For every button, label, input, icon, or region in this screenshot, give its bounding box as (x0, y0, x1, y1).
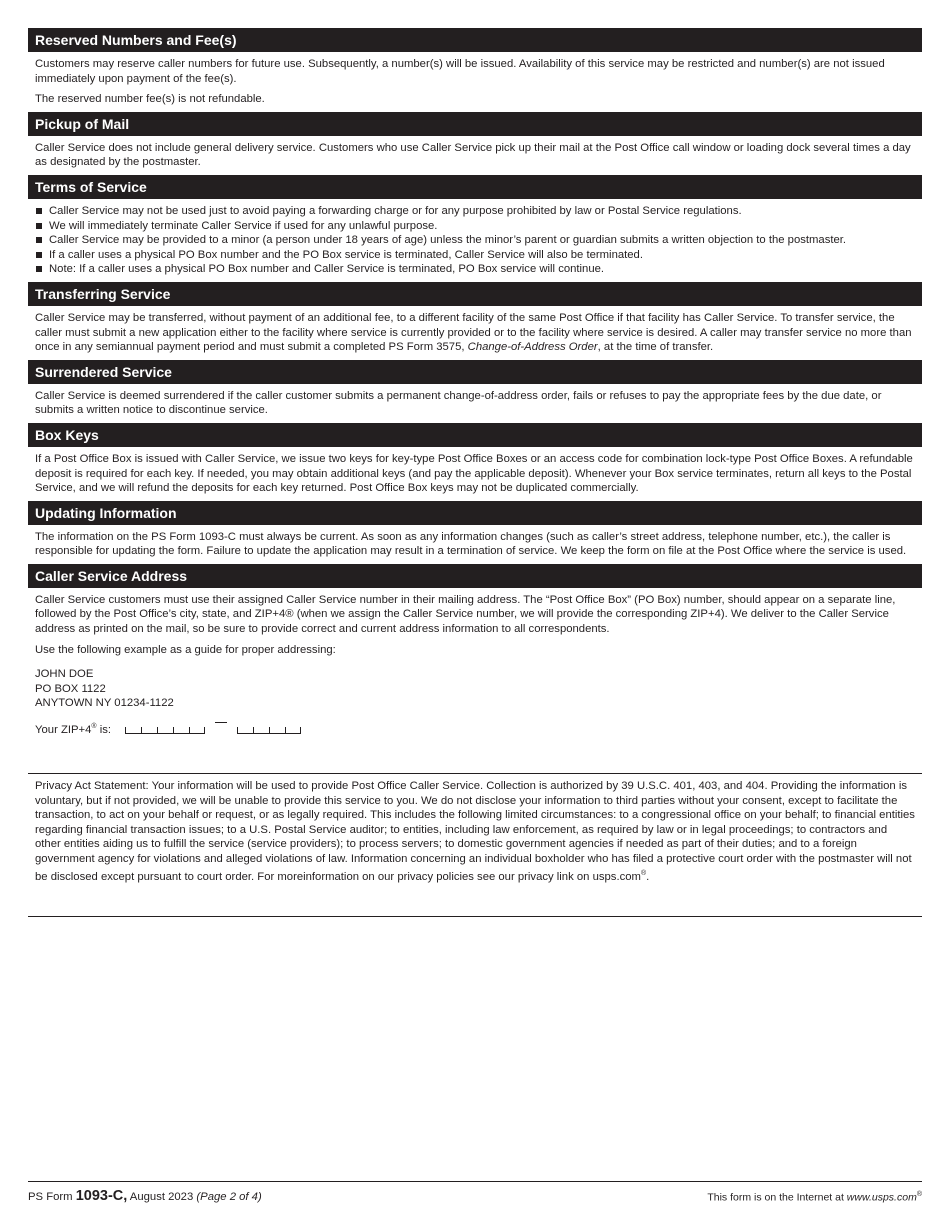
address-line: ANYTOWN NY 01234-1122 (35, 697, 174, 710)
website-link[interactable]: www.usps.com (846, 1191, 917, 1203)
privacy-act-statement (28, 773, 922, 917)
section-header: Transferring Service (28, 282, 922, 306)
section-paragraph: Customers may reserve caller numbers for future use. Subsequently, a number(s) will be issued. Availability of this service may be restricted and number(s) are not issued immediately upon payment of the fee(s). (35, 58, 885, 85)
section-terms-of-service (28, 175, 922, 282)
zip-digit-box[interactable] (157, 727, 173, 734)
section-paragraph: Caller Service customers must use their assigned Caller Service number in their mailing address. The “Post Office Box” (PO Box) number, should appear on a separate line, followed by the Post Office’s city, state, and ZIP+4® (when we assign the Caller Service number, we will provide the corresponding ZIP+4). We deliver to the Caller Service address as printed on the mail, so be sure to provide correct and current address information to all correspondents. (35, 593, 896, 636)
section-header: Reserved Numbers and Fee(s) (28, 28, 922, 52)
registered-mark: ® (640, 869, 647, 877)
section-updating-information (28, 501, 922, 564)
zip-digit-box[interactable] (269, 727, 285, 734)
form-number: 1093-C, (75, 1188, 128, 1204)
bullet-square-icon (36, 237, 42, 243)
section-box-keys (28, 423, 922, 501)
section-header: Box Keys (28, 423, 922, 447)
privacy-end: . (646, 870, 650, 883)
registered-mark: ® (91, 723, 97, 731)
bullet-square-icon (36, 208, 42, 214)
footer-website-text: This form is on the Internet at (707, 1191, 847, 1203)
form-date: August 2023 (127, 1191, 197, 1203)
privacy-text (35, 779, 915, 884)
bullet-square-icon (36, 223, 42, 229)
zip-label (35, 720, 111, 737)
bullet-square-icon (36, 266, 42, 272)
zip-label-suffix: is: (96, 723, 112, 736)
footer-prefix: PS Form (28, 1191, 76, 1203)
zip-digit-box[interactable] (285, 727, 301, 734)
section-header: Caller Service Address (28, 564, 922, 588)
registered-mark: ® (916, 1190, 922, 1198)
section-paragraph (35, 311, 915, 355)
section-paragraph: The reserved number fee(s) is not refundable. (35, 93, 265, 106)
paragraph-text: , at the time of transfer. (597, 341, 714, 354)
zip-digit-box[interactable] (141, 727, 157, 734)
section-pickup-of-mail (28, 112, 922, 175)
section-paragraph: Use the following example as a guide for proper addressing: (35, 643, 336, 656)
section-paragraph: The information on the PS Form 1093-C must always be current. As soon as any information changes (such as caller’s street address, telephone number, etc.), the caller is responsible for updating the form. Failure to update the application may result in a termination of service. We keep the form on file at the Post Office where the service is used. (35, 530, 907, 558)
address-line: JOHN DOE (35, 668, 94, 681)
zip-digit-box[interactable] (173, 727, 189, 734)
list-item-text: We will immediately terminate Caller Service if used for any unlawful purpose. (49, 219, 438, 232)
list-item (35, 204, 915, 219)
zip-digit-box[interactable] (237, 727, 253, 734)
terms-list (35, 204, 915, 277)
zip-plus-4-field (35, 720, 915, 737)
section-header: Surrendered Service (28, 360, 922, 384)
paragraph-text: Caller Service may be transferred, without payment of an additional fee, to a different facility of the same Post Office if that facility has Caller Service. To transfer service, the caller must submit a new application either to the facility where service is currently provided or to the facility where service is desired. A caller may transfer service no more than once in any semiannual payment period and must submit a completed PS Form 3575, (35, 311, 912, 354)
list-item (35, 262, 915, 277)
section-paragraph: Caller Service does not include general delivery service. Customers who use Caller Service pick up their mail at the Post Office call window or loading dock several times a day as designated by the postmaster. (35, 141, 911, 169)
form-title-italic: Change-of-Address Order (467, 341, 598, 354)
address-line: PO BOX 1122 (35, 682, 106, 695)
example-address (35, 667, 915, 711)
section-transferring-service (28, 282, 922, 360)
section-surrendered-service (28, 360, 922, 423)
section-header: Pickup of Mail (28, 112, 922, 136)
list-item (35, 233, 915, 248)
zip-dash (215, 722, 227, 723)
section-reserved-numbers (28, 28, 922, 112)
zip-digit-box[interactable] (253, 727, 269, 734)
form-page (28, 28, 922, 742)
zip-label-text: Your ZIP+4 (35, 723, 92, 736)
list-item-text: Caller Service may be provided to a minor (a person under 18 years of age) unless the minor’s parent or guardian submits a written objection to the postmaster. (49, 234, 847, 247)
list-item (35, 248, 915, 263)
privacy-body: Privacy Act Statement: Your information will be used to provide Post Office Caller Service. Collection is authorized by 39 U.S.C. 401, 403, and 404. Providing the information is voluntary, but if not provided, we will be unable to provide this service to you. We do not disclose your information to third parties without your consent, except to facilitate the transaction, to act on your behalf or request, or as legally required. This includes the following limited circumstances: to a congressional office on your behalf; to financial entities regarding financial transaction issues; to a U.S. Postal Service auditor; to entities, including law enforcement, as required by law or in legal proceedings; to contractors and other entities aiding us to fulfill the service (service providers); to process servers; to domestic government agencies if needed as part of their duties; and to a foreign government agency for violations and alleged violations of law. Information concerning an individual boxholder who has filed a protective court order with the postmaster will not be disclosed except pursuant to court order. For moreinformation on our privacy policies see our privacy link on usps.com (35, 780, 915, 883)
list-item-text: If a caller uses a physical PO Box number and the PO Box service is terminated, Caller Service will also be terminated. (49, 248, 643, 261)
section-paragraph: Caller Service is deemed surrendered if the caller customer submits a permanent change-of-address order, fails or refuses to pay the appropriate fees by the due date, or submits a written notice to discontinue service. (35, 389, 882, 417)
list-item-text: Note: If a caller uses a physical PO Box number and Caller Service is terminated, PO Box service will continue. (49, 263, 605, 276)
list-item (35, 219, 915, 234)
footer-website-note (707, 1191, 922, 1204)
section-header: Terms of Service (28, 175, 922, 199)
section-header: Updating Information (28, 501, 922, 525)
zip-digit-box[interactable] (125, 727, 141, 734)
footer-form-id (28, 1188, 262, 1204)
section-caller-service-address (28, 564, 922, 743)
page-number: (Page 2 of 4) (196, 1191, 262, 1203)
zip-digit-box[interactable] (189, 727, 205, 734)
bullet-square-icon (36, 252, 42, 258)
page-footer (28, 1181, 922, 1204)
section-paragraph: If a Post Office Box is issued with Caller Service, we issue two keys for key-type Post Office Boxes or an access code for combination lock-type Post Office Boxes. A refundable deposit is required for each key. If needed, you may obtain additional keys (and pay the applicable deposit). Whenever your Box service terminates, return all keys to the Postal Service, and we will refund the deposits for each key returned. Post Office Box keys may not be duplicated commercially. (35, 452, 913, 495)
list-item-text: Caller Service may not be used just to avoid paying a forwarding charge or for any purpose prohibited by law or Postal Service regulations. (49, 204, 742, 217)
zip-plus4-boxes[interactable] (237, 723, 301, 734)
zip-first-five-boxes[interactable] (125, 723, 205, 734)
